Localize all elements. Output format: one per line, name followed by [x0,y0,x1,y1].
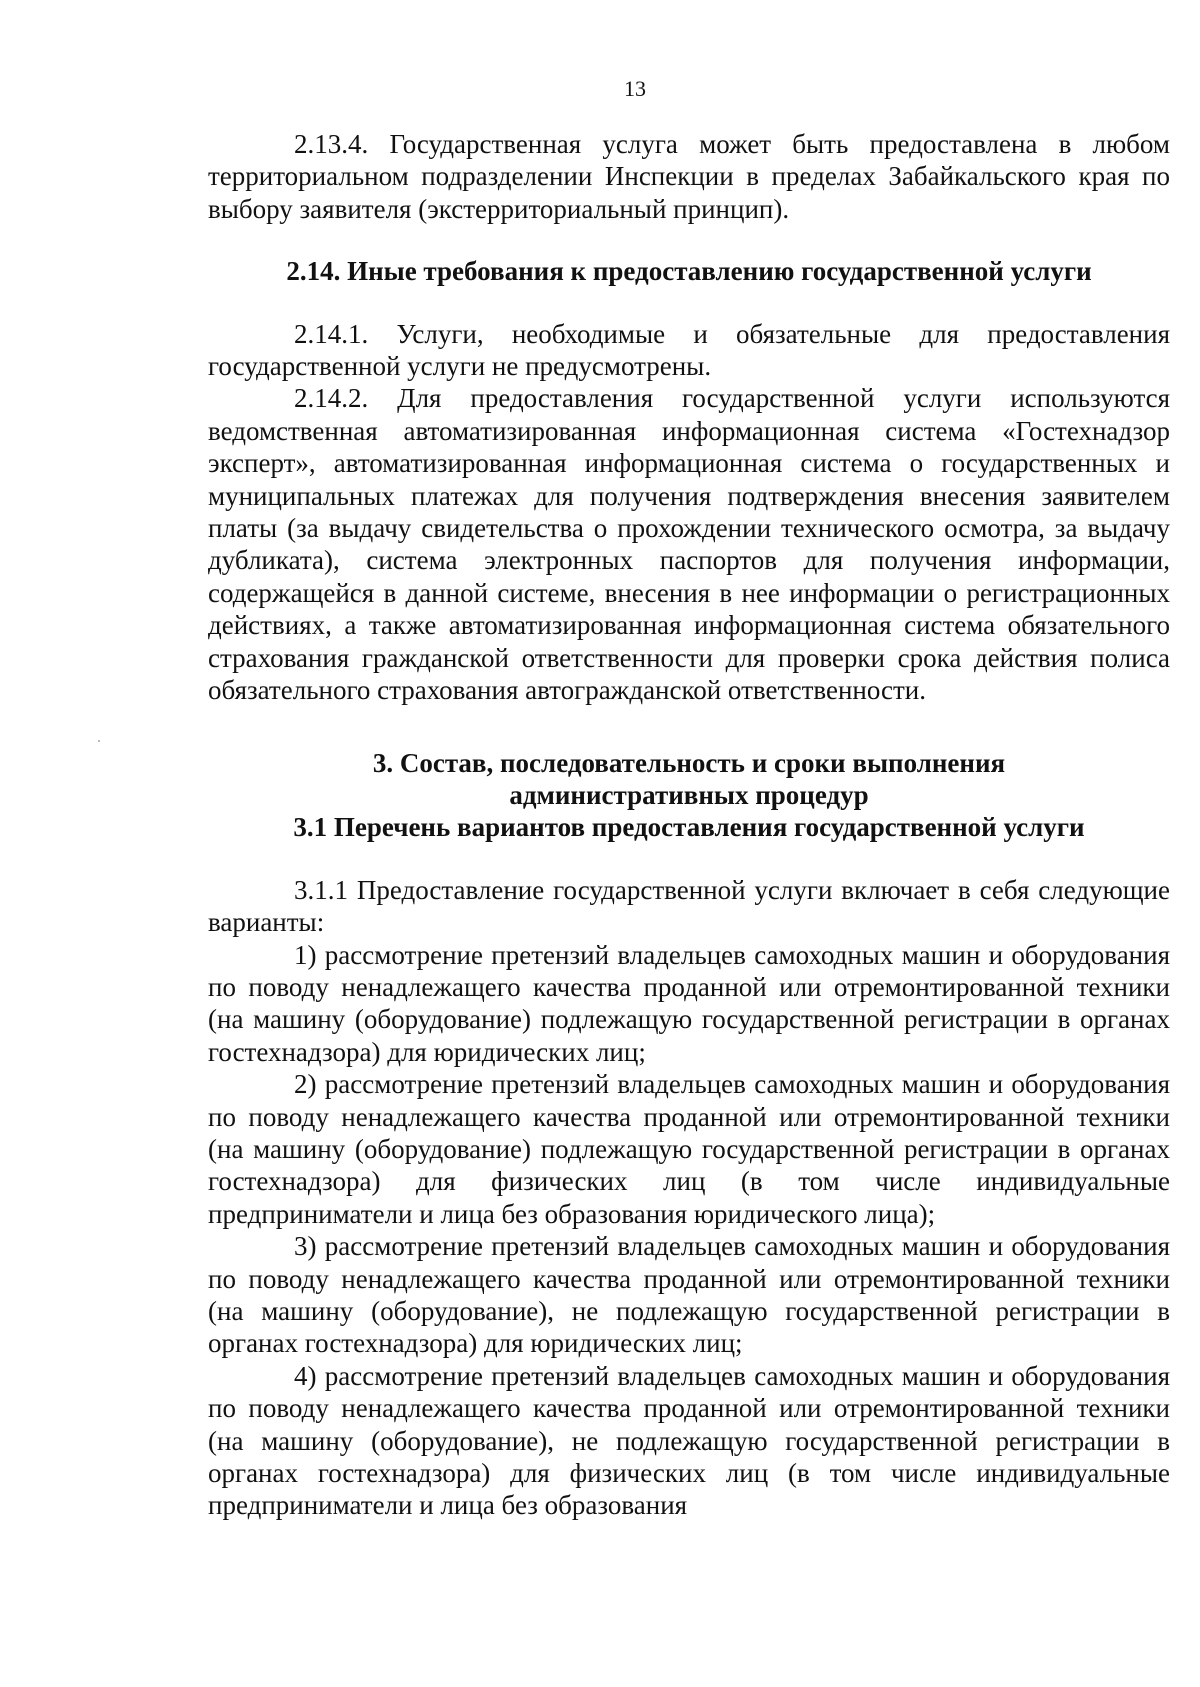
list-item: 2) рассмотрение претензий владельцев самоходных машин и оборудования по поводу ненадлежащего качества проданной или отремонтированной техники (на машину (оборудование) подлежащую государственной регистрации в органах гостехнадзора) для физических лиц (в том числе индивидуальные предприниматели и лица без образования юридического лица); [208,1069,1170,1229]
list-item: 4) рассмотрение претензий владельцев самоходных машин и оборудования по поводу ненадлежащего качества проданной или отремонтированной техники (на машину (оборудование), не подлежащую государственной регистрации в органах гостехнадзора) для физических лиц (в том числе индивидуальные предприниматели и лица без образования [208,1360,1170,1521]
paragraph-2-13-4: 2.13.4. Государственная услуга может быть предоставлена в любом территориальном подразделении Инспекции в пределах Забайкальского края по выбору заявителя (экстерриториальный принцип). [208,129,1170,224]
section-heading-3-line2: административных процедур [509,779,869,810]
list-item: 1) рассмотрение претензий владельцев самоходных машин и оборудования по поводу ненадлежащего качества проданной или отремонтированной техники (на машину (оборудование) подлежащую государственной регистрации в органах гостехнадзора) для юридических лиц; [208,939,1170,1067]
paragraph-2-14-2: 2.14.2. Для предоставления государственной услуги используются ведомственная автоматизированная информационная система «Гостехнадзор эксперт», автоматизированная информационная система о государственных и муниципальных платежах для получения подтверждения внесения заявителем платы (за выдачу свидетельства о прохождении технического осмотра, за выдачу дубликата), система электронных паспортов для получения информации, содержащейся в данной системе, внесения в нее информации о регистрационных действиях, а также автоматизированная информационная система обязательного страхования гражданской ответственности для проверки срока действия полиса обязательного страхования автогражданской ответственности. [208,383,1170,706]
scan-speck [98,740,100,742]
subsection-heading-3-1: 3.1 Перечень вариантов предоставления государственной услуги [293,812,1085,843]
section-heading-3-line1: 3. Состав, последовательность и сроки выполнения [372,747,1006,778]
document-body [208,128,1170,1522]
page-number: 13 [624,76,646,101]
paragraph-3-1-1: 3.1.1 Предоставление государственной услуги включает в себя следующие варианты: [208,874,1170,938]
list-item: 3) рассмотрение претензий владельцев самоходных машин и оборудования по поводу ненадлежащего качества проданной или отремонтированной техники (на машину (оборудование), не подлежащую государственной регистрации в органах гостехнадзора) для юридических лиц; [208,1231,1170,1359]
section-heading-2-14: 2.14. Иные требования к предоставлению государственной услуги [286,256,1092,287]
paragraph-2-14-1: 2.14.1. Услуги, необходимые и обязательные для предоставления государственной услуги не предусмотрены. [208,318,1170,382]
